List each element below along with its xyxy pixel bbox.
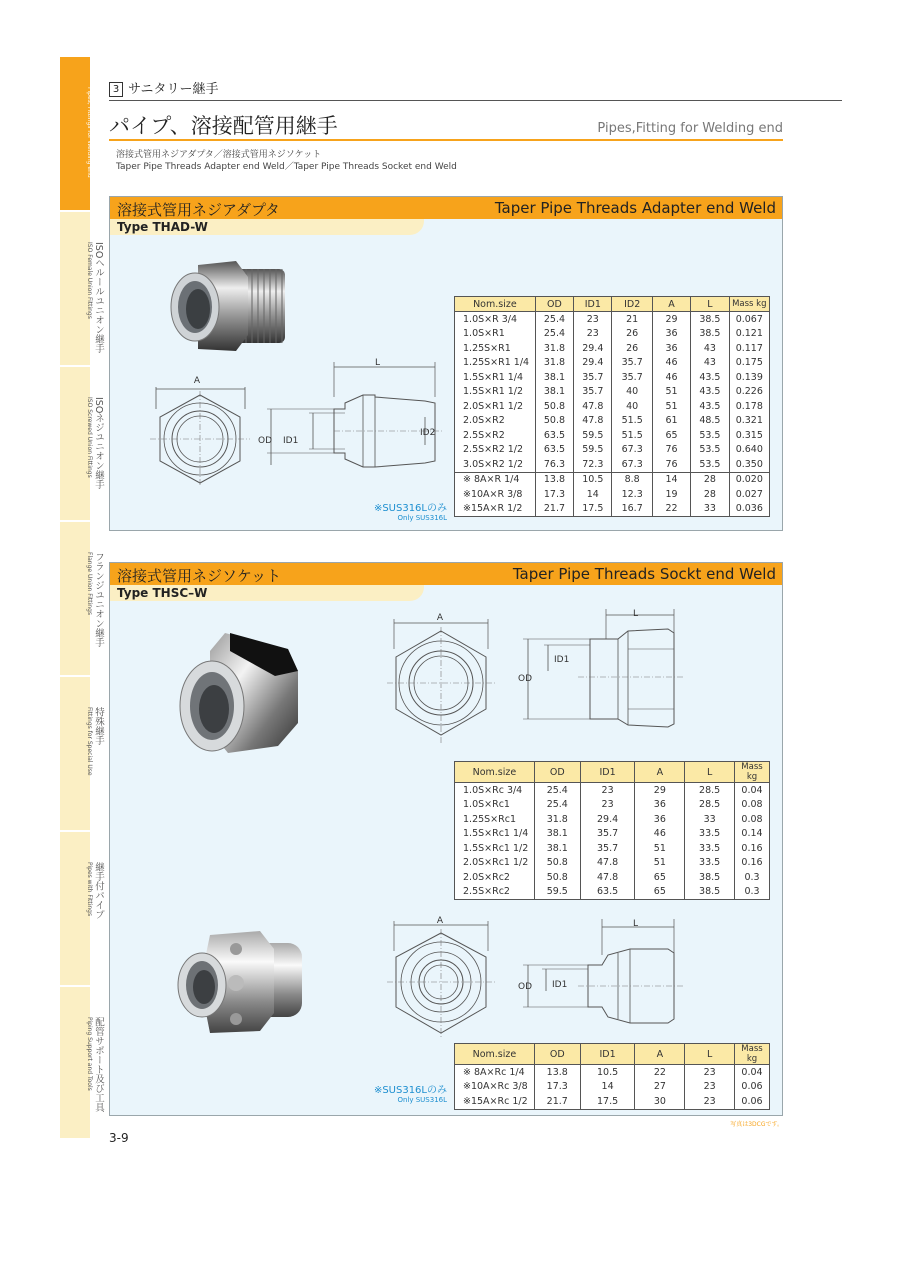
nom-size-cell: 3.0S×R2 1/2: [455, 457, 536, 472]
table-cell: 29.4: [574, 341, 612, 356]
table-header-cell: A: [652, 297, 690, 312]
side-tab-2[interactable]: [60, 212, 104, 367]
nom-size-cell: ※15A×Rc 1/2: [455, 1094, 535, 1109]
table-cell: 40: [612, 385, 652, 400]
table-header-cell: L: [691, 297, 729, 312]
table-row: [455, 783, 770, 798]
table-header-cell: Nom.size: [455, 1044, 535, 1065]
title-rule: [109, 139, 783, 141]
table-header-cell: A: [635, 762, 685, 783]
table-cell: 59.5: [534, 885, 580, 900]
section-header: [110, 197, 782, 219]
page-number: 3-9: [109, 1131, 129, 1145]
table-cell: 65: [652, 428, 690, 443]
table-cell: 23: [580, 798, 635, 813]
table-cell: 25.4: [535, 327, 573, 342]
table-cell: 17.3: [535, 487, 573, 502]
table-row: [455, 428, 770, 443]
table-cell: 8.8: [612, 472, 652, 487]
note-jp: ※SUS316Lのみ: [373, 1085, 447, 1096]
section-title-jp: 溶接式管用ネジソケット: [117, 567, 282, 585]
page-title-en: Pipes,Fitting for Welding end: [597, 121, 783, 136]
side-tab-label-en: Flange Union Fittings: [86, 552, 93, 616]
table-row: [455, 327, 770, 342]
table-cell: 16.7: [612, 502, 652, 517]
table-cell: 0.08: [735, 812, 770, 827]
table-row: [455, 399, 770, 414]
section-label-text: サニタリー継手: [128, 82, 219, 97]
table-cell: 17.3: [534, 1080, 580, 1095]
table-cell: 65: [635, 870, 685, 885]
nom-size-cell: 2.0S×R1 1/2: [455, 399, 536, 414]
table-cell: 0.226: [729, 385, 769, 400]
dim-id1-label: ID1: [283, 436, 299, 446]
table-cell: 50.8: [535, 399, 573, 414]
table-cell: 23: [580, 783, 635, 798]
table-cell: 17.5: [574, 502, 612, 517]
table-cell: 28.5: [685, 783, 735, 798]
table-row: [455, 472, 770, 487]
table-cell: 13.8: [535, 472, 573, 487]
table-cell: 38.5: [685, 870, 735, 885]
table-header-cell: L: [685, 762, 735, 783]
socket-spec-table: [454, 761, 770, 900]
table-cell: 0.350: [729, 457, 769, 472]
table-cell: 28: [691, 487, 729, 502]
table-row: [455, 443, 770, 458]
side-tab-label-jp: 継手付パイプ: [93, 862, 104, 919]
side-tab-text: [85, 862, 104, 919]
sus316l-note: [300, 499, 447, 522]
side-tab-label-en: ISO Screwed Union Fittings: [86, 397, 93, 478]
side-tab-text: [85, 1017, 104, 1112]
nom-size-cell: 1.0S×R1: [455, 327, 536, 342]
table-row: [455, 1080, 770, 1095]
table-cell: 28: [691, 472, 729, 487]
socket-panel: [109, 562, 783, 1116]
table-cell: 67.3: [612, 457, 652, 472]
table-header-cell: OD: [534, 1044, 580, 1065]
nom-size-cell: 1.5S×R1 1/2: [455, 385, 536, 400]
table-cell: 21.7: [535, 502, 573, 517]
dim-l-label: L: [633, 609, 639, 619]
table-cell: 10.5: [580, 1065, 635, 1080]
table-cell: 0.16: [735, 841, 770, 856]
table-cell: 59.5: [574, 443, 612, 458]
table-cell: 0.04: [735, 783, 770, 798]
nom-size-cell: 1.0S×R 3/4: [455, 312, 536, 327]
note-jp: ※SUS316Lのみ: [373, 503, 447, 514]
table-cell: 33.5: [685, 827, 735, 842]
socket-small-front-drawing: [382, 915, 502, 1045]
table-cell: 10.5: [574, 472, 612, 487]
nom-size-cell: 2.0S×R2: [455, 414, 536, 429]
dim-od-label: OD: [258, 436, 273, 446]
table-cell: 29.4: [574, 356, 612, 371]
table-cell: 47.8: [580, 856, 635, 871]
dim-l-label: L: [375, 358, 381, 368]
side-tab-label-en: ISO Female Union Fittings: [86, 242, 93, 319]
photo-note: 写真は3DCGです。: [730, 1121, 783, 1128]
table-row: [455, 487, 770, 502]
side-tab-7[interactable]: [60, 987, 104, 1140]
section-title-en: Taper Pipe Threads Sockt end Weld: [512, 565, 776, 583]
table-cell: 26: [612, 341, 652, 356]
table-cell: 33: [691, 502, 729, 517]
table-header-cell: Nom.size: [455, 762, 535, 783]
table-cell: 67.3: [612, 443, 652, 458]
table-cell: 0.121: [729, 327, 769, 342]
table-cell: 35.7: [580, 827, 635, 842]
table-cell: 29: [652, 312, 690, 327]
dim-a-label: A: [436, 613, 444, 623]
table-cell: 12.3: [612, 487, 652, 502]
side-tab-6[interactable]: [60, 832, 104, 987]
table-cell: 28.5: [685, 798, 735, 813]
table-cell: 0.117: [729, 341, 769, 356]
side-tab-label-en: Pipes with Fittings: [86, 862, 93, 917]
table-row: [455, 370, 770, 385]
table-cell: 23: [574, 327, 612, 342]
side-tab-label-en: Piping Support and Tools: [86, 1017, 93, 1091]
table-cell: 53.5: [691, 457, 729, 472]
table-row: [455, 856, 770, 871]
table-cell: 14: [574, 487, 612, 502]
table-header-cell: ID1: [580, 1044, 635, 1065]
adapter-spec-table: [454, 296, 770, 517]
section-title-jp: 溶接式管用ネジアダプタ: [117, 201, 280, 219]
side-tab-label-jp: ISOヘルールユニオン継手: [93, 242, 104, 354]
page-title: パイプ、溶接配管用継手: [109, 114, 338, 138]
table-row: [455, 502, 770, 517]
nom-size-cell: 2.5S×R2: [455, 428, 536, 443]
sus316l-note: [300, 1081, 447, 1104]
table-cell: 38.1: [535, 385, 573, 400]
table-cell: 33.5: [685, 841, 735, 856]
table-cell: 61: [652, 414, 690, 429]
table-cell: 17.5: [580, 1094, 635, 1109]
table-header-cell: ID1: [580, 762, 635, 783]
table-cell: 0.14: [735, 827, 770, 842]
table-cell: 0.16: [735, 856, 770, 871]
table-row: [455, 1065, 770, 1080]
table-cell: 51.5: [612, 414, 652, 429]
table-cell: 51: [652, 385, 690, 400]
table-cell: 0.640: [729, 443, 769, 458]
dim-a-label: A: [193, 376, 201, 386]
table-cell: 46: [652, 356, 690, 371]
table-cell: 36: [635, 798, 685, 813]
side-tab-text: [85, 552, 104, 647]
table-header-cell: A: [635, 1044, 685, 1065]
nom-size-cell: 2.5S×Rc2: [455, 885, 535, 900]
table-cell: 36: [652, 341, 690, 356]
type-label-box: [110, 585, 424, 601]
nom-size-cell: 1.0S×Rc1: [455, 798, 535, 813]
table-cell: 0.020: [729, 472, 769, 487]
socket-small-side-drawing: [518, 915, 688, 1040]
side-tab-label-jp: 配管サポート及び工具: [93, 1017, 104, 1112]
nom-size-cell: 2.0S×Rc1 1/2: [455, 856, 535, 871]
table-cell: 63.5: [580, 885, 635, 900]
table-row: [455, 312, 770, 327]
nom-size-cell: ※10A×Rc 3/8: [455, 1080, 535, 1095]
table-cell: 19: [652, 487, 690, 502]
side-tab-label-en: Pipes, Fittings for Welding end: [86, 87, 93, 178]
side-tab-label-jp: パイプ、溶接配管用継手: [93, 87, 104, 192]
table-row: [455, 885, 770, 900]
side-tab-text: [85, 242, 104, 353]
table-cell: 13.8: [534, 1065, 580, 1080]
side-tab-text: [85, 397, 104, 489]
table-cell: 47.8: [574, 399, 612, 414]
table-cell: 43.5: [691, 399, 729, 414]
table-cell: 23: [685, 1065, 735, 1080]
table-header-cell: L: [685, 1044, 735, 1065]
table-cell: 76: [652, 443, 690, 458]
table-cell: 0.067: [729, 312, 769, 327]
side-tab-label-jp: 特殊継手: [93, 707, 104, 745]
dim-l-label: L: [633, 919, 639, 929]
dim-a-label: A: [436, 916, 444, 926]
table-cell: 51: [635, 856, 685, 871]
table-header-cell: Mass kg: [735, 1044, 770, 1065]
table-cell: 23: [685, 1094, 735, 1109]
type-label: Type THAD-W: [117, 220, 208, 234]
table-cell: 29: [635, 783, 685, 798]
table-cell: 29.4: [580, 812, 635, 827]
nom-size-cell: 2.5S×R2 1/2: [455, 443, 536, 458]
table-header-cell: ID1: [574, 297, 612, 312]
table-cell: 53.5: [691, 443, 729, 458]
table-cell: 47.8: [580, 870, 635, 885]
table-header-cell: OD: [535, 297, 573, 312]
table-cell: 48.5: [691, 414, 729, 429]
nom-size-cell: 1.25S×R1: [455, 341, 536, 356]
table-cell: 0.04: [735, 1065, 770, 1080]
nom-size-cell: 2.0S×Rc2: [455, 870, 535, 885]
table-row: [455, 1094, 770, 1109]
section-label: [109, 78, 218, 97]
side-tab-label-jp: フランジユニオン継手: [93, 552, 104, 647]
nom-size-cell: ※10A×R 3/8: [455, 487, 536, 502]
table-row: [455, 870, 770, 885]
table-cell: 0.036: [729, 502, 769, 517]
adapter-side-drawing: [255, 357, 445, 477]
table-cell: 31.8: [535, 341, 573, 356]
table-cell: 35.7: [580, 841, 635, 856]
table-cell: 63.5: [535, 428, 573, 443]
adapter-front-drawing: [150, 367, 250, 492]
table-cell: 65: [635, 885, 685, 900]
table-row: [455, 841, 770, 856]
table-header-cell: Mass kg: [729, 297, 769, 312]
dim-id1-label: ID1: [554, 655, 570, 665]
table-cell: 35.7: [612, 370, 652, 385]
dim-od-label: OD: [518, 674, 533, 684]
table-cell: 25.4: [535, 312, 573, 327]
table-cell: 36: [652, 327, 690, 342]
table-cell: 21: [612, 312, 652, 327]
table-cell: 47.8: [574, 414, 612, 429]
subtitle-jp: 溶接式管用ネジアダプタ／溶接式管用ネジソケット: [116, 150, 322, 160]
table-cell: 0.175: [729, 356, 769, 371]
table-cell: 27: [635, 1080, 685, 1095]
table-cell: 25.4: [534, 783, 580, 798]
table-cell: 21.7: [534, 1094, 580, 1109]
table-row: [455, 356, 770, 371]
table-cell: 43.5: [691, 385, 729, 400]
table-header-cell: Nom.size: [455, 297, 536, 312]
side-tabs: [60, 57, 104, 1140]
table-cell: 35.7: [574, 370, 612, 385]
table-cell: 36: [635, 812, 685, 827]
table-cell: 35.7: [574, 385, 612, 400]
side-tab-text: [85, 87, 104, 192]
table-cell: 46: [635, 827, 685, 842]
header-rule: [109, 100, 842, 101]
section-title-en: Taper Pipe Threads Adapter end Weld: [494, 199, 776, 217]
table-cell: 51.5: [612, 428, 652, 443]
table-header-cell: ID2: [612, 297, 652, 312]
table-cell: 38.5: [685, 885, 735, 900]
nom-size-cell: 1.5S×Rc1 1/2: [455, 841, 535, 856]
side-tab-text: [85, 707, 104, 776]
side-tab-4[interactable]: [60, 522, 104, 677]
socket-side-drawing: [518, 609, 688, 734]
socket-small-product-image: [170, 929, 310, 1039]
table-row: [455, 414, 770, 429]
socket-product-image: [170, 631, 300, 761]
table-cell: 31.8: [535, 356, 573, 371]
nom-size-cell: 1.0S×Rc 3/4: [455, 783, 535, 798]
type-label-box: [110, 219, 424, 235]
table-cell: 63.5: [535, 443, 573, 458]
adapter-product-image: [160, 257, 290, 357]
side-tab-5[interactable]: [60, 677, 104, 832]
adapter-panel: [109, 196, 783, 531]
table-cell: 38.1: [535, 370, 573, 385]
table-cell: 43: [691, 341, 729, 356]
nom-size-cell: ※ 8A×R 1/4: [455, 472, 536, 487]
table-cell: 14: [652, 472, 690, 487]
type-label: Type THSC–W: [117, 586, 208, 600]
table-cell: 38.5: [691, 327, 729, 342]
socket-front-drawing: [382, 609, 502, 749]
table-cell: 50.8: [535, 414, 573, 429]
subtitle-en: Taper Pipe Threads Adapter end Weld／Taper Pipe Threads Socket end Weld: [116, 162, 457, 172]
nom-size-cell: 1.5S×Rc1 1/4: [455, 827, 535, 842]
socket-small-spec-table: [454, 1043, 770, 1110]
table-cell: 22: [652, 502, 690, 517]
nom-size-cell: 1.25S×Rc1: [455, 812, 535, 827]
table-cell: 31.8: [534, 812, 580, 827]
table-cell: 50.8: [534, 856, 580, 871]
table-cell: 51: [635, 841, 685, 856]
table-row: [455, 341, 770, 356]
table-cell: 0.3: [735, 885, 770, 900]
table-cell: 30: [635, 1094, 685, 1109]
table-cell: 51: [652, 399, 690, 414]
table-cell: 72.3: [574, 457, 612, 472]
table-cell: 0.08: [735, 798, 770, 813]
table-row: [455, 457, 770, 472]
table-cell: 33: [685, 812, 735, 827]
table-cell: 25.4: [534, 798, 580, 813]
section-header: [110, 563, 782, 585]
side-tab-label-en: Fittings for Special Use: [86, 707, 93, 776]
side-tab-1[interactable]: [60, 57, 104, 212]
table-cell: 0.321: [729, 414, 769, 429]
table-cell: 40: [612, 399, 652, 414]
table-cell: 76.3: [535, 457, 573, 472]
table-cell: 26: [612, 327, 652, 342]
note-en: Only SUS316L: [397, 1096, 447, 1104]
nom-size-cell: ※ 8A×Rc 1/4: [455, 1065, 535, 1080]
section-number: 3: [109, 82, 123, 97]
table-cell: 22: [635, 1065, 685, 1080]
dim-od-label: OD: [518, 982, 533, 992]
nom-size-cell: 1.5S×R1 1/4: [455, 370, 536, 385]
table-cell: 0.315: [729, 428, 769, 443]
table-cell: 50.8: [534, 870, 580, 885]
table-cell: 38.1: [534, 827, 580, 842]
table-cell: 59.5: [574, 428, 612, 443]
table-row: [455, 385, 770, 400]
table-header-cell: OD: [534, 762, 580, 783]
table-header-cell: Mass kg: [735, 762, 770, 783]
table-cell: 23: [685, 1080, 735, 1095]
table-row: [455, 827, 770, 842]
table-cell: 38.1: [534, 841, 580, 856]
table-cell: 23: [574, 312, 612, 327]
table-cell: 0.178: [729, 399, 769, 414]
table-cell: 0.06: [735, 1094, 770, 1109]
dim-id1-label: ID1: [552, 980, 568, 990]
table-row: [455, 798, 770, 813]
table-cell: 35.7: [612, 356, 652, 371]
table-cell: 14: [580, 1080, 635, 1095]
table-cell: 53.5: [691, 428, 729, 443]
side-tab-label-jp: ISOネジユニオン継手: [93, 397, 104, 490]
table-cell: 0.139: [729, 370, 769, 385]
table-cell: 38.5: [691, 312, 729, 327]
table-cell: 43: [691, 356, 729, 371]
side-tab-3[interactable]: [60, 367, 104, 522]
table-cell: 33.5: [685, 856, 735, 871]
dim-id2-label: ID2: [420, 428, 436, 438]
table-cell: 43.5: [691, 370, 729, 385]
table-cell: 0.027: [729, 487, 769, 502]
nom-size-cell: 1.25S×R1 1/4: [455, 356, 536, 371]
table-cell: 76: [652, 457, 690, 472]
table-cell: 46: [652, 370, 690, 385]
table-cell: 0.06: [735, 1080, 770, 1095]
note-en: Only SUS316L: [397, 514, 447, 522]
nom-size-cell: ※15A×R 1/2: [455, 502, 536, 517]
table-cell: 0.3: [735, 870, 770, 885]
table-row: [455, 812, 770, 827]
